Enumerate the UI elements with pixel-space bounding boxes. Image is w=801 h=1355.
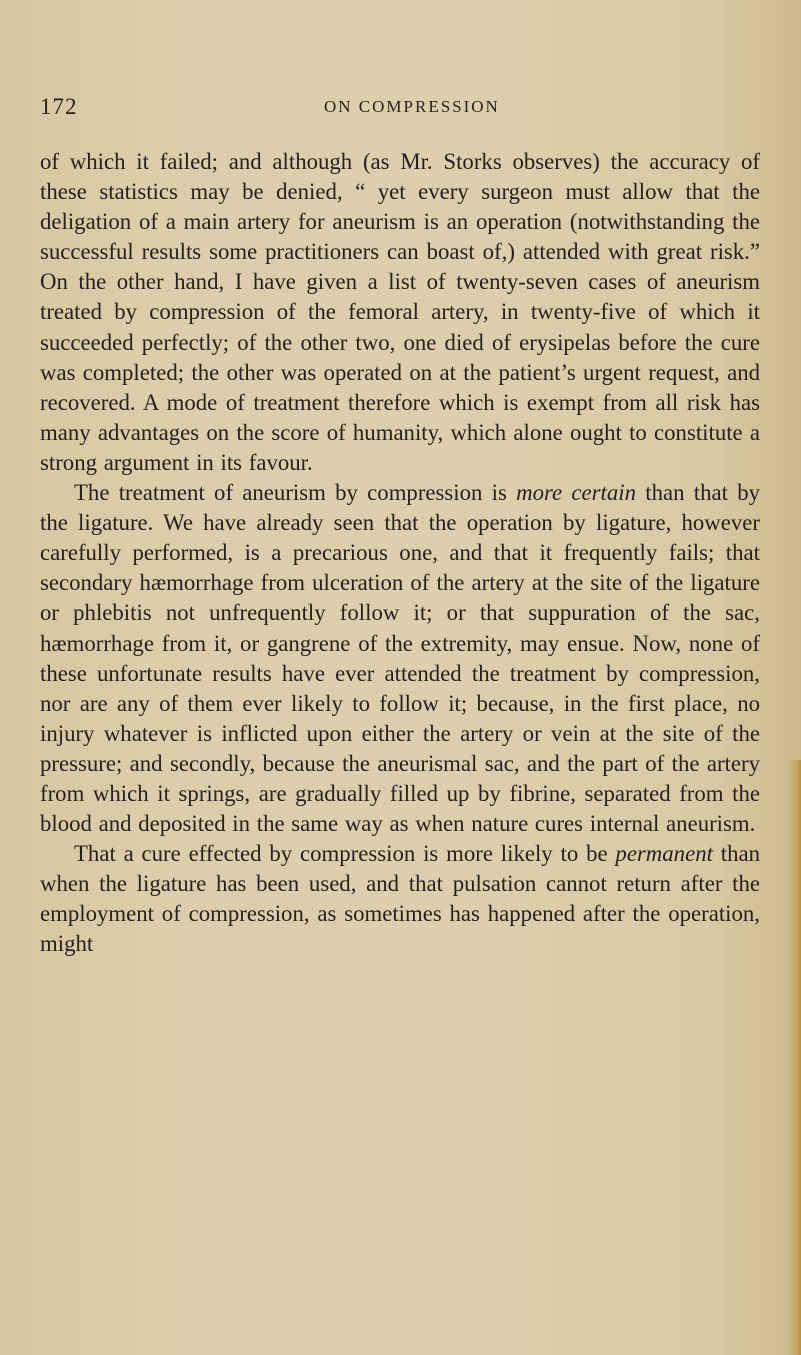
body-text [40, 147, 760, 960]
paragraph-2-emphasis: more certain [516, 480, 636, 506]
running-head: ON COMPRESSION [324, 97, 500, 116]
page-edge-shadow [787, 760, 801, 1355]
paragraph-2-after: than that by the ligature. We have already seen that the operation by ligature, however carefully performed, is a precarious one, and that it frequently fails; that secondary hæmorrhage from ulceration of the artery at the site of the ligature or phlebitis not unfrequently follow it; or that suppuration of the sac, hæmorrhage from it, or gangrene of the extremity, may ensue. Now, none of these unfortunate results have ever attended the treatment by compression, nor are any of them ever likely to follow it; because, in the first place, no injury whatever is inflicted upon either the artery or vein at the site of the pressure; and secondly, because the aneurismal sac, and the part of the artery from which it springs, are gradually filled up by fibrine, separated from the blood and deposited in the same way as when nature cures internal aneurism. [40, 480, 760, 837]
paragraph-3-after: than when the ligature has been used, and that pulsation cannot return after the employment of compression, as sometimes has happened after the operation, might [40, 841, 760, 957]
paragraph-3-before: That a cure effected by compression is more likely to be [74, 841, 616, 867]
paragraph-1 [40, 147, 760, 478]
page-number: 172 [40, 94, 78, 119]
paragraph-2-before: The treatment of aneurism by compression is [74, 480, 517, 506]
paragraph-2 [40, 478, 760, 839]
paragraph-1-text: of which it failed; and although (as Mr. Storks observes) the accuracy of these statistics may be denied, “ yet every surgeon must allow that the deligation of a main artery for aneurism is an operation (notwithstanding the successful results some practitioners can boast of,) attended with great risk.” On the other hand, I have given a list of twenty-seven cases of aneurism treated by compression of the femoral artery, in twenty-five of which it succeeded perfectly; of the other two, one died of erysipelas before the cure was completed; the other was operated on at the patient’s urgent request, and recovered. A mode of treatment therefore which is exempt from all risk has many advantages on the score of humanity, which alone ought to constitute a strong argument in its favour. [40, 149, 760, 475]
paragraph-3-emphasis: permanent [615, 841, 713, 867]
paragraph-3 [40, 839, 760, 959]
page-header [40, 94, 760, 126]
